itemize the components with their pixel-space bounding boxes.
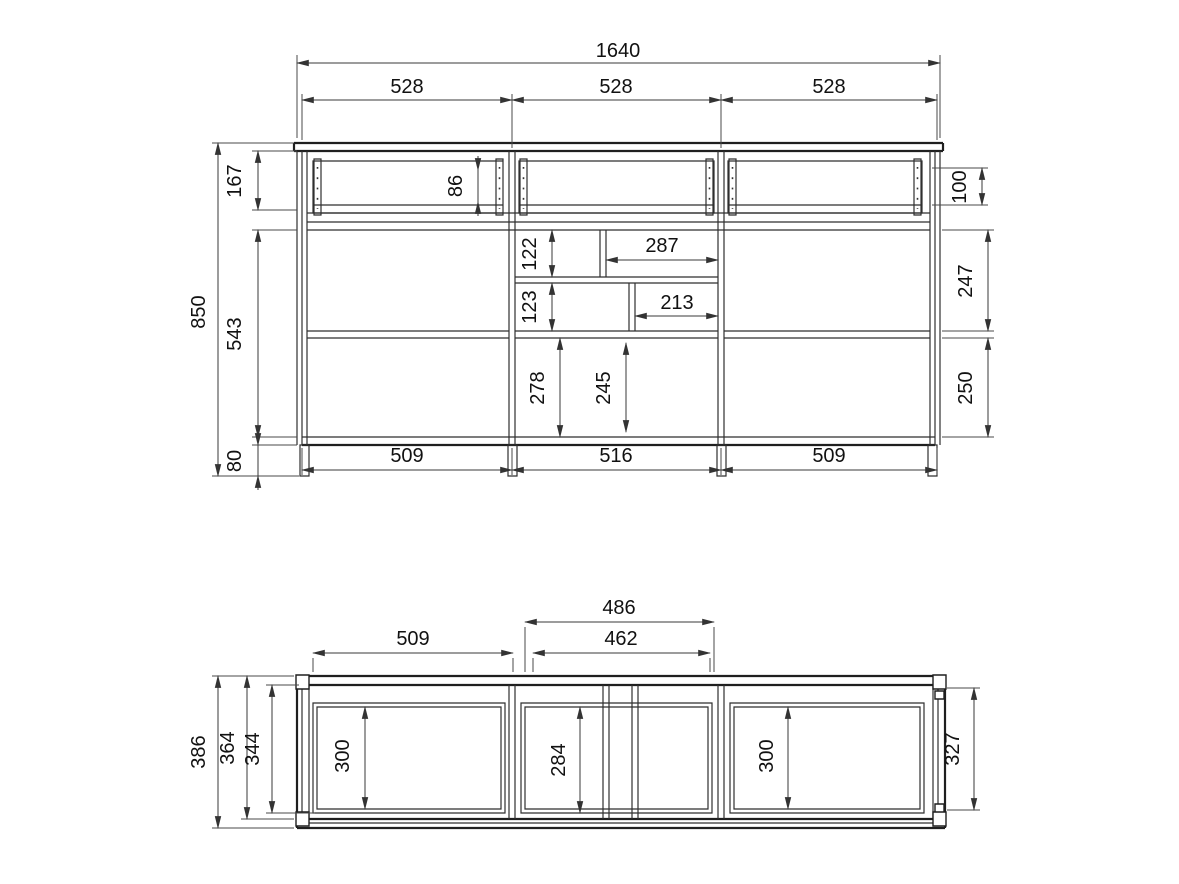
plan-corner-blocks	[296, 675, 946, 826]
plan-outer-walls	[297, 676, 945, 828]
dim-section-width-1: 528	[390, 76, 424, 98]
dim-left-clear-depth: 300	[332, 739, 354, 773]
dim-plinth-height: 80	[224, 449, 246, 473]
dim-overall-depth: 386	[188, 735, 210, 769]
dim-lower-compartment-height: 250	[955, 371, 977, 405]
dim-bottom-width-1: 509	[390, 445, 424, 467]
dim-section-width-2: 528	[599, 76, 633, 98]
plan-carcass-lines	[297, 685, 945, 823]
dim-inner-depth: 344	[242, 732, 264, 766]
dim-open-right-height: 245	[593, 371, 615, 405]
dim-side-panel-depth: 327	[942, 732, 964, 766]
front-view-dimensions	[188, 40, 994, 490]
dim-bottom-width-3: 509	[812, 445, 846, 467]
drawer-fronts	[313, 159, 922, 215]
dim-top-section-height: 167	[224, 164, 246, 198]
dim-carcass-inner-height: 543	[224, 317, 246, 351]
dim-depth-to-front-edge: 364	[217, 731, 239, 765]
plan-extension-lines	[212, 627, 980, 828]
dim-drawer-opening-height: 100	[949, 170, 971, 204]
front-top-and-bottom-panels	[294, 143, 943, 445]
dim-bottom-width-2: 516	[599, 445, 633, 467]
dim-niche-a-width: 287	[645, 235, 679, 257]
dim-middle-inner-width: 462	[604, 628, 638, 650]
dim-left-opening-width: 509	[396, 628, 430, 650]
plan-view	[296, 675, 946, 828]
dim-middle-clear-depth: 284	[548, 743, 570, 777]
dim-niche-a-height: 122	[519, 237, 541, 271]
dim-open-left-height: 278	[527, 371, 549, 405]
dim-overall-width: 1640	[595, 40, 641, 62]
dim-niche-b-width: 213	[660, 292, 694, 314]
dim-right-clear-depth: 300	[756, 739, 778, 773]
plan-view-dimensions	[188, 597, 980, 828]
dim-drawer-slide-spacing: 86	[445, 174, 467, 198]
dim-overall-height: 850	[188, 295, 210, 329]
dim-upper-compartment-height: 247	[955, 264, 977, 298]
dim-section-width-3: 528	[812, 76, 846, 98]
drawer-screw-holes	[318, 167, 918, 209]
dim-niche-b-height: 123	[519, 290, 541, 324]
front-extension-lines	[212, 55, 994, 476]
dim-middle-outer-width: 486	[602, 597, 636, 619]
front-carcass-lines	[297, 151, 940, 445]
front-view	[294, 143, 943, 476]
